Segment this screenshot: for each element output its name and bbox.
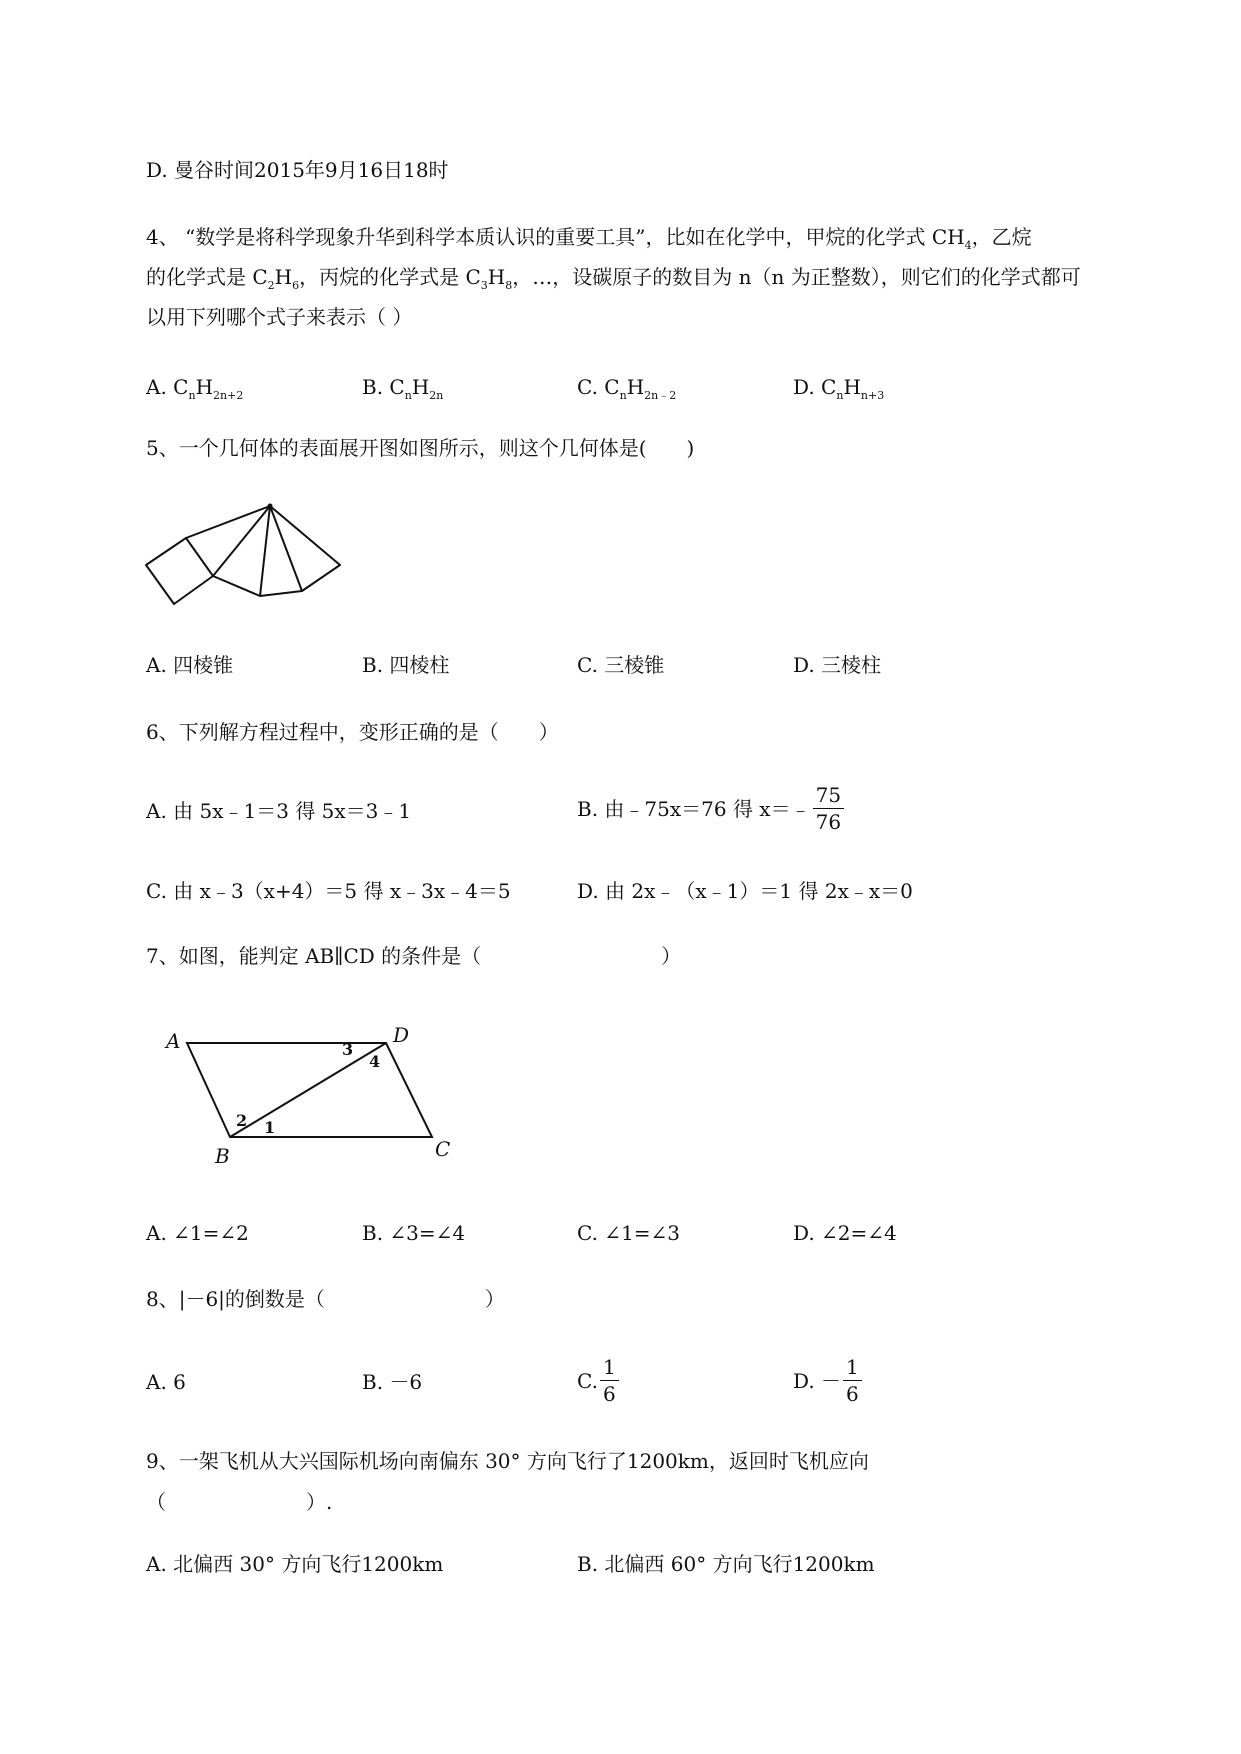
q4-option-b: B. $C_nH_{2n}$ (362, 375, 444, 402)
q7-stem: 7、如图，能判定 AB∥CD 的条件是（ ） (146, 944, 682, 968)
fold-line-2 (260, 506, 270, 596)
q7-option-c: C. ∠1=∠3 (577, 1221, 681, 1245)
diagonal-bd (230, 1043, 386, 1137)
apex-point (268, 504, 273, 509)
q8-option-d: D. － $\frac{1}{6}$ (793, 1354, 864, 1407)
q5-option-a: A. 四棱锥 (146, 653, 234, 677)
q5-stem: 5、一个几何体的表面展开图如图所示，则这个几何体是( ) (146, 436, 695, 460)
q6-stem: 6、下列解方程过程中，变形正确的是（ ） (146, 720, 559, 744)
q5-option-c: C. 三棱锥 (577, 653, 665, 677)
angle-label-2: 2 (236, 1111, 248, 1130)
angle-label-1: 1 (264, 1118, 276, 1137)
q9-stem-line2: （ ）. (146, 1490, 333, 1514)
q9-option-a: A. 北偏西 30° 方向飞行1200km (146, 1552, 444, 1576)
parallelogram-figure (160, 1020, 460, 1170)
angle-label-3: 3 (342, 1040, 354, 1059)
net-figure (140, 500, 350, 615)
q8-option-b: B. －6 (362, 1370, 423, 1394)
q7-option-d: D. ∠2=∠4 (793, 1221, 897, 1245)
q7-option-b: B. ∠3=∠4 (362, 1221, 466, 1245)
square-face (146, 538, 213, 604)
triangle-faces-outline (186, 506, 340, 596)
q8-stem: 8、|－6|的倒数是（ ） (146, 1287, 505, 1311)
label-c: C (435, 1137, 451, 1161)
label-b: B (215, 1144, 230, 1168)
q6-option-d: D. 由 2x﹣（x﹣1）＝1 得 2x﹣x＝0 (577, 879, 913, 903)
q4-stem-line2: 的化学式是 $C_2H_6$，丙烷的化学式是 $C_3H_8$，…，设碳原子的数目为 n（n 为正整数），则它们的化学式都可 (146, 265, 1081, 292)
fraction: $\frac{1}{6}$ (600, 1354, 619, 1407)
q5-option-b: B. 四棱柱 (362, 653, 450, 677)
q9-stem-line1: 9、一架飞机从大兴国际机场向南偏东 30° 方向飞行了1200km，返回时飞机应向 (146, 1449, 869, 1473)
q7-option-a: A. ∠1=∠2 (146, 1221, 249, 1245)
label-d: D (393, 1023, 410, 1047)
q3-option-d: D. 曼谷时间2015年9月16日18时 (146, 158, 449, 182)
angle-label-4: 4 (369, 1052, 381, 1071)
q4-option-c: C. $C_nH_{2n﹣2}$ (577, 375, 677, 402)
q6-option-a: A. 由 5x﹣1＝3 得 5x＝3﹣1 (146, 799, 412, 823)
fraction: $\frac{1}{6}$ (843, 1354, 862, 1407)
q4-stem-line1: 4、 “数学是将科学现象升华到科学本质认识的重要工具”，比如在化学中，甲烷的化学式 $CH_4$，乙烷 (146, 225, 1032, 252)
q9-option-b: B. 北偏西 60° 方向飞行1200km (577, 1552, 875, 1576)
q8-option-a: A. 6 (146, 1370, 186, 1394)
q4-stem-line3: 以用下列哪个式子来表示（ ） (146, 305, 413, 329)
q5-option-d: D. 三棱柱 (793, 653, 882, 677)
q4-option-d: D. $C_nH_{n+3}$ (793, 375, 885, 402)
q4-option-a: A. $C_nH_{2n+2}$ (146, 375, 244, 402)
label-a: A (166, 1029, 181, 1053)
q6-option-b: B. 由﹣75x＝76 得 x＝﹣ $\frac{75}{76}$ (577, 782, 846, 835)
q8-option-c: C. $\frac{1}{6}$ (577, 1354, 621, 1407)
fraction: $\frac{75}{76}$ (813, 782, 844, 835)
q6-option-c: C. 由 x﹣3（x+4）＝5 得 x﹣3x﹣4＝5 (146, 879, 511, 903)
